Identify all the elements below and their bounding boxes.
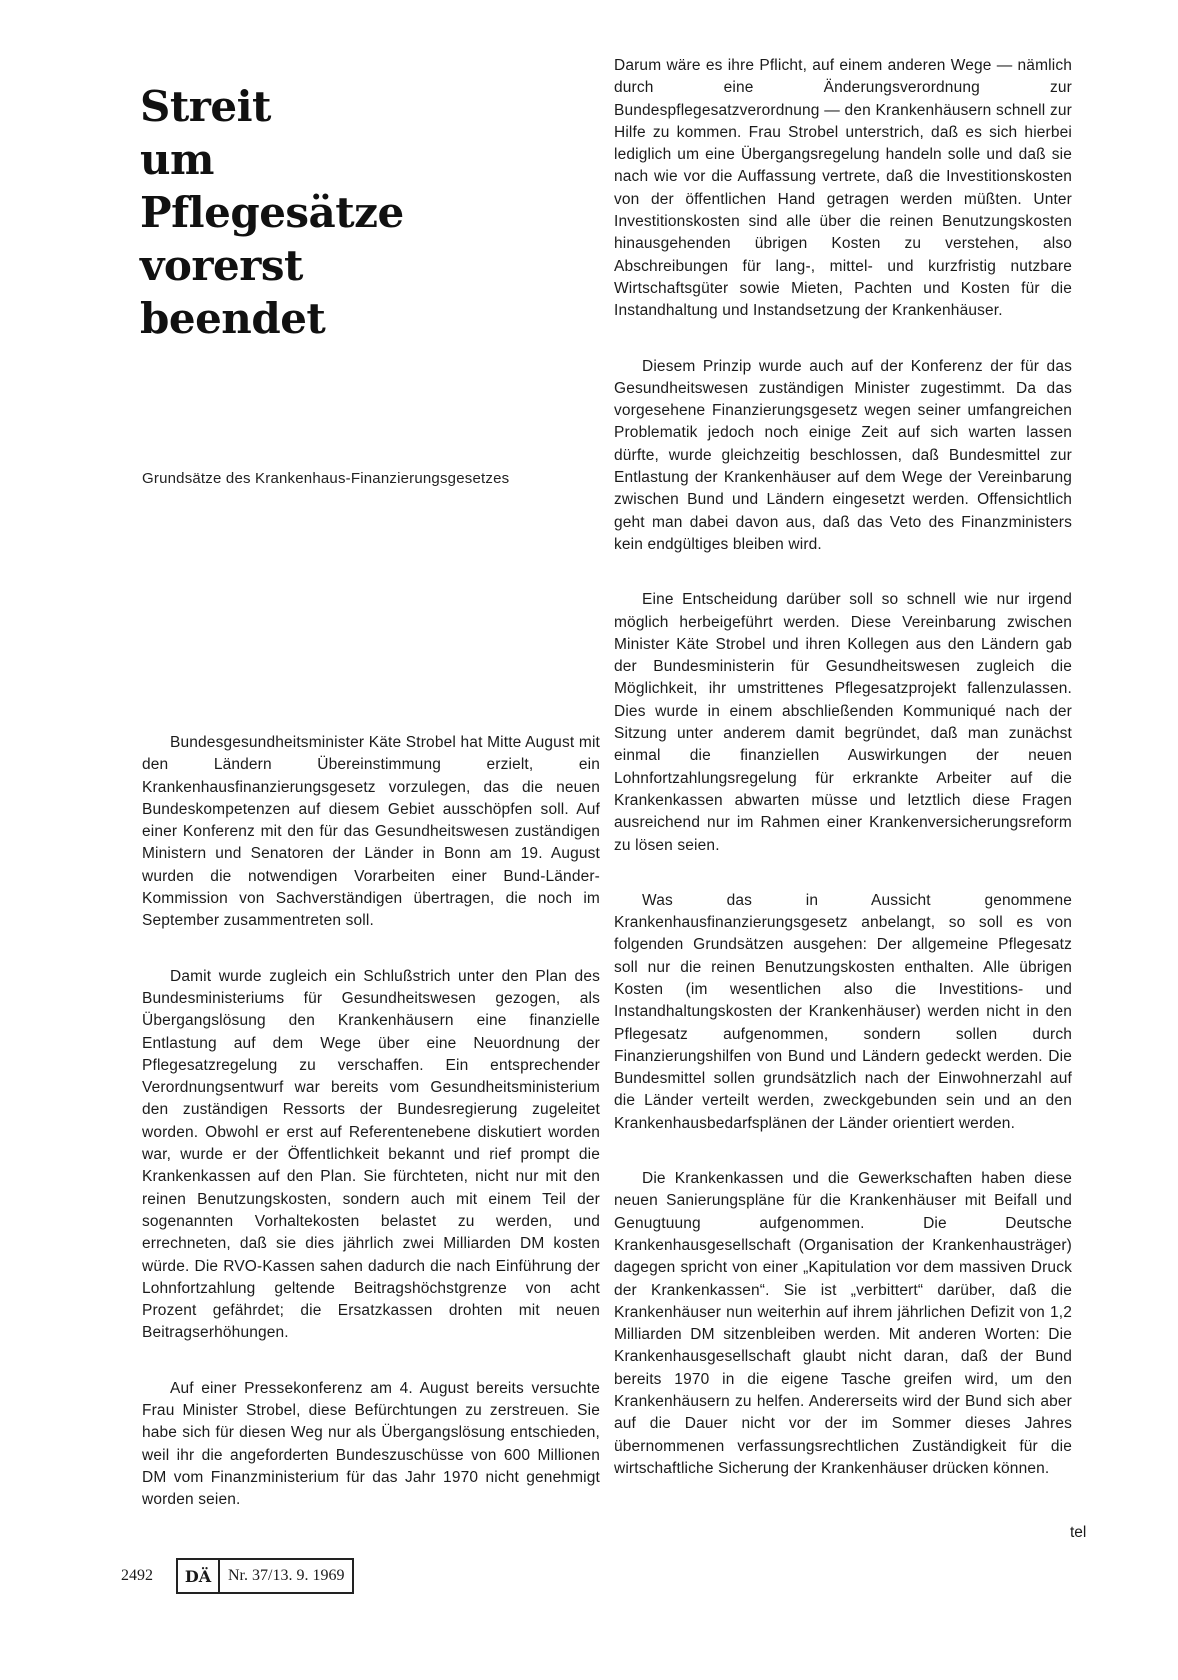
title-line: Streit bbox=[140, 82, 271, 132]
page-footer bbox=[121, 1558, 421, 1594]
author-signature: tel bbox=[1070, 1524, 1087, 1541]
paragraph: Auf einer Pressekonferenz am 4. August bereits versuchte Frau Minister Strobel, diese Befürchtungen zu zerstreuen. Sie habe sich für diesen Weg nur als Übergangslösung entschieden, weil ihr die angeforderten Bundeszuschüsse von 600 Millionen DM vom Finanzministerium für das Jahr 1970 nicht genehmigt worden seien. bbox=[142, 1379, 600, 1509]
paragraph: Damit wurde zugleich ein Schlußstrich unter den Plan des Bundesministeriums für Gesundheitswesen gezogen, als Übergangslösung den Krankenhäusern eine finanzielle Entlastung auf dem Wege über eine Neuordnung der Pflegesatzregelung zu verschaffen. Ein entsprechender Verordnungsentwurf war bereits vom Gesundheitsministerium den zuständigen Ressorts der Bundesregierung zugeleitet worden. Obwohl er erst auf Referentenebene diskutiert worden war, wurde er der Öffentlichkeit bekannt und rief prompt die Krankenkassen auf den Plan. Sie fürchteten, nicht nur mit den reinen Benutzungskosten, sondern auch mit einem Teil der sogenannten Vorhaltekosten belastet zu werden, und errechneten, daß sie dies jährlich zwei Milliarden DM kosten würde. Die RVO-Kassen sahen dadurch die nach Einführung der Lohnfortzahlung geltende Beitragshöchstgrenze von acht Prozent gefährdet; die Ersatzkassen drohten mit neuen Beitragserhöhungen. bbox=[142, 967, 600, 1342]
title-line: Pflegesätze bbox=[140, 188, 404, 238]
paragraph: Diesem Prinzip wurde auch auf der Konferenz der für das Gesundheitswesen zuständigen Minister zugestimmt. Da das vorgesehene Finanzierungsgesetz wegen seiner umfangreichen Problematik jedoch noch einige Zeit auf sich warten lassen dürfte, wurde gleichzeitig beschlossen, daß Bundesmittel zur Entlastung der Krankenhäuser auf dem Wege der Vereinbarung zwischen Bund und Ländern eingesetzt werden. Offensichtlich geht man dabei davon aus, daß das Veto des Finanzministers kein endgültiges bleiben wird. bbox=[614, 357, 1072, 553]
journal-logo: DÄ bbox=[178, 1560, 220, 1592]
page-number: 2492 bbox=[121, 1567, 153, 1584]
title-line: um bbox=[140, 135, 214, 185]
right-column bbox=[614, 55, 1072, 1480]
paragraph: Die Krankenkassen und die Gewerkschaften haben diese neuen Sanierungspläne für die Krankenhäuser mit Beifall und Genugtuung aufgenommen. Die Deutsche Krankenhausgesellschaft (Organisation der Krankenhausträger) dagegen spricht von einer „Kapitulation vor dem massiven Druck der Krankenkassen“. Sie ist „verbittert“ darüber, daß die Krankenhäuser nun weiterhin auf ihrem jährlichen Defizit von 1,2 Milliarden DM sitzenbleiben werden. Mit anderen Worten: Die Krankenhausgesellschaft glaubt nicht daran, daß der Bund bereits 1970 in die eigene Tasche greifen wird, um den Krankenhäusern zu helfen. Andererseits wird der Bund sich aber auf die Dauer nicht vor der im Sommer dieses Jahres übernommenen verfassungsrechtlichen Zuständigkeit für die wirtschaftliche Sicherung der Krankenhäuser drücken können. bbox=[614, 1170, 1072, 1477]
paragraph: Eine Entscheidung darüber soll so schnell wie nur irgend möglich herbeigeführt werden. Diese Vereinbarung zwischen Minister Käte Strobel und ihren Kollegen aus den Ländern gab der Bundesministerin für Gesundheitswesen zugleich die Möglichkeit, ihr umstrittenes Pflegesatzprojekt fallenzulassen. Dies wurde in einem abschließenden Kommuniqué nach der Sitzung unter anderem damit begründet, daß man zunächst einmal die finanziellen Auswirkungen der neuen Lohnfortzahlungsregelung für erkrankte Arbeiter auf die Krankenkassen abwarten müsse und letztlich diese Fragen ausreichend nur im Rahmen einer Krankenversicherungsreform zu lösen seien. bbox=[614, 591, 1072, 854]
article-subtitle: Grundsätze des Krankenhaus-Finanzierungsgesetzes bbox=[142, 470, 510, 487]
paragraph: Bundesgesundheitsminister Käte Strobel hat Mitte August mit den Ländern Übereinstimmung erzielt, ein Krankenhausfinanzierungsgesetz vorzulegen, das die neuen Bundeskompetenzen auf diesem Gebiet ausschöpfen soll. Auf einer Konferenz mit den für das Gesundheitswesen zuständigen Ministern und Senatoren der Länder in Bonn am 19. August wurden die notwendigen Vorarbeiten einer Bund-Länder-Kommission von Sachverständigen übertragen, die noch im September zusammentreten soll. bbox=[142, 734, 600, 930]
article-title bbox=[140, 80, 570, 345]
title-line: beendet bbox=[140, 294, 326, 344]
issue-info: Nr. 37/13. 9. 1969 bbox=[228, 1567, 345, 1584]
title-line: vorerst bbox=[140, 241, 303, 291]
left-column bbox=[142, 732, 600, 1512]
paragraph: Was das in Aussicht genommene Krankenhausfinanzierungsgesetz anbelangt, so soll es von folgenden Grundsätzen ausgehen: Der allgemeine Pflegesatz soll nur die reinen Benutzungskosten enthalten. Alle übrigen Kosten (im wesentlichen also die Investitions- und Instandhaltungskosten der Krankenhäuser) werden nicht in den Pflegesatz aufgenommen, sondern sollen durch Finanzierungshilfen von Bund und Ländern gedeckt werden. Die Bundesmittel sollen grundsätzlich nach der Einwohnerzahl auf die Länder verteilt werden, zweckgebunden sein und an den Krankenhausbedarfsplänen der Länder orientiert werden. bbox=[614, 891, 1072, 1132]
journal-badge bbox=[176, 1558, 354, 1594]
paragraph: Darum wäre es ihre Pflicht, auf einem anderen Wege — nämlich durch eine Änderungsverordnung zur Bundespflegesatzverordnung — den Krankenhäusern schnell zur Hilfe zu kommen. Frau Strobel unterstrich, daß es sich hierbei lediglich um eine Übergangsregelung handeln solle und daß sie nach wie vor die Auffassung vertrete, daß die Investitionskosten von der öffentlichen Hand getragen werden müßten. Unter Investitionskosten sind alle über die reinen Benutzungskosten hinausgehenden übrigen Kosten zu verstehen, also Abschreibungen für lang-, mittel- und kurzfristig nutzbare Wirtschaftsgüter sowie Mieten, Pachten und Kosten für die Instandhaltung und Instandsetzung der Krankenhäuser. bbox=[614, 57, 1072, 320]
